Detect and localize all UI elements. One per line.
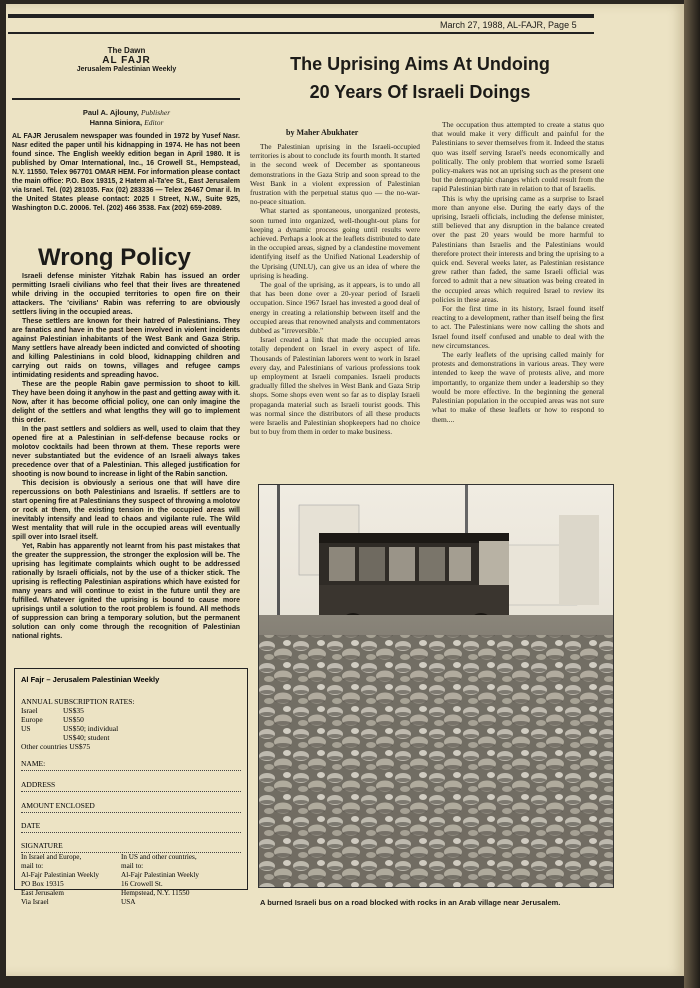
rate-region	[21, 733, 63, 742]
editorial-paragraph: These are the people Rabin gave permission to shoot to kill. They have been doing it anyhow in the past and getting away with it. Now, after it has become official policy, one can only imagine the delight of the settlers and what lengths they will go to implement this order.	[12, 381, 240, 424]
mail-address-line: Al-Fajr Palestinian Weekly	[121, 871, 199, 879]
mail-address-line: mail to:	[121, 862, 144, 870]
subscription-title: Al Fajr – Jerusalem Palestinian Weekly	[21, 675, 160, 684]
form-field-name[interactable]: NAME:	[21, 759, 241, 771]
form-field-address[interactable]: ADDRESS	[21, 780, 241, 792]
article-paragraph: What started as spontaneous, unorganized protests, soon turned into organized, well-thought-out plans for keeping a dynamic process going until results were achieved. Perhaps a look at the leaflets distributed to date in the occupied areas, signed by a clandestine movement identifying itself as the Unified National Leadership of the Uprising (UNLU), can give us an idea of where the uprising is heading.	[250, 206, 420, 280]
rate-price: US$50	[63, 715, 84, 724]
publisher-title: Publisher	[140, 108, 171, 117]
editorial-paragraph: Israeli defense minister Yitzhak Rabin has issued an order permitting Israeli civilians who feel that their lives are threatened while driving in the occupied territories to open fire on their attackers. The 'civilians' Rabin was referring to are obviously settlers living in the occupied areas.	[12, 273, 240, 316]
article-paragraph: The Palestinian uprising in the Israeli-occupied territories is about to conclude its fourth month. It started in the second week of December as spontaneous demonstrations in the Gaza Strip and soon spread to the West Bank in a violent expression of Palestinian frustration with the perpetual status quo — the no-war-no-peace situation.	[250, 142, 420, 207]
masthead	[14, 46, 239, 73]
mail-address-us	[121, 853, 241, 907]
rate-region: US	[21, 724, 31, 733]
editorial-title: Wrong Policy	[38, 244, 191, 271]
mail-address-line: USA	[121, 898, 136, 906]
headline-line-1: The Uprising Aims At Undoing	[290, 54, 550, 74]
rate-price: US$50; individual	[63, 724, 119, 733]
rate-region: Israel	[21, 706, 38, 715]
news-photo	[258, 484, 614, 888]
mail-address-line: In Israel and Europe,	[21, 853, 82, 861]
form-field-amount-enclosed[interactable]: AMOUNT ENCLOSED	[21, 801, 241, 813]
masthead-rule	[12, 98, 240, 100]
photo-building-far	[559, 515, 599, 605]
masthead-tagline: The Dawn	[107, 46, 146, 55]
editor-title: Editor	[144, 118, 164, 127]
photo-pole	[277, 485, 280, 625]
article-column-2	[432, 120, 604, 424]
form-field-date[interactable]: DATE	[21, 821, 241, 833]
rate-row	[21, 706, 135, 715]
mail-address-line: 16 Crowell St.	[121, 880, 163, 888]
article-paragraph: The goal of the uprising, as it appears, is to undo all that has been done over a 20-year period of Israeli occupation. Since 1967 Israel has invested a good deal of energy in creating a relationship between itself and the occupied areas that renowned analysts and commentators dubbed as "irreversible."	[250, 280, 420, 336]
editorial-paragraph: In the past settlers and soldiers as well, used to claim that they opened fire at a Palestinian in self-defense because rocks or molotov cocktails had been thrown at them. These reports were never substantiated but the evidence of an Israeli always takes precedence over that of a Palestinian. This alleged justification for shooting is now bound to increase in light of the Rabin sanction.	[12, 426, 240, 478]
mail-address-line: Via Israel	[21, 898, 49, 906]
article-paragraph: The early leaflets of the uprising called mainly for protests and demonstrations in various areas. They were intended to keep the wave of protests alive, and more importantly, to organize them under a leadership so they would be more effective. In the beginning the general Palestinian population in the occupied areas was not sure what to make of these leaflets or how to respond to them....	[432, 350, 604, 424]
date-line: March 27, 1988, AL-FAJR, Page 5	[440, 20, 577, 30]
photo-caption: A burned Israeli bus on a road blocked with rocks in an Arab village near Jerusalem.	[260, 898, 561, 907]
headline-line-2: 20 Years Of Israeli Doings	[309, 82, 531, 102]
article-paragraph: For the first time in its history, Israel found itself reacting to a development, rather than itself being the first to act. The Palestinians were now calling the shots and Israel found itself confused and unable to deal with the new circumstances.	[432, 304, 604, 350]
subscription-rates	[21, 697, 135, 751]
rate-row	[21, 724, 135, 733]
article-byline: by Maher Abukhater	[286, 128, 359, 137]
masthead-subtitle: Jerusalem Palestinian Weekly	[76, 66, 177, 73]
rates-heading: ANNUAL SUBSCRIPTION RATES:	[21, 697, 135, 706]
rate-price: US$40; student	[63, 733, 110, 742]
article-paragraph: Israel created a link that made the occupied areas totally dependent on Israel in every aspect of life. Thousands of Palestinian laborers went to work in Israel every day, and Palestinians of various professions took up employment at Israeli companies. Israeli products gradually filled the shelves in West Bank and Gaza Strip shops. Some shops even went so far as to display Israeli propaganda material such as Israeli tourist goods. This was normal since the distributors of all these products were Israelis and Palestinian shopkeepers had no choice but to buy from them in order to make business.	[250, 335, 420, 437]
mail-address-line: mail to:	[21, 862, 44, 870]
other-countries-rate: Other countries US$75	[21, 742, 91, 751]
mail-address-line: In US and other countries,	[121, 853, 197, 861]
article-paragraph: The occupation thus attempted to create a status quo that would make it very difficult and painful for the Palestinians to sever themselves from it. Indeed the status quo was itself serving Israel's needs economically and politically. The only problem that worried some Israeli policy-makers was not an uprising such as the present one but the demographic changes which could result from the rapid Palestinian birth rate in relation to that of Israelis.	[432, 120, 604, 194]
rate-region: Europe	[21, 715, 43, 724]
rate-row	[21, 733, 135, 742]
editorial-body	[12, 272, 240, 641]
article-paragraph: This is why the uprising came as a surprise to Israel more than anyone else. During the early days of the uprising, Israeli officials, including the defense minister, still believed that any disruption in the balance created over the past 20 years would be more harmful to Palestinians than Israelis and the Palestinians would therefore protect their interests and bring the uprising to a quick end. Several weeks later, as Palestinian resistance grew rather than faded, the same Israeli official was forced to admit that a new situation was being created in the occupied areas which required Israel to review its policies in these areas.	[432, 193, 604, 304]
mail-address-israel	[21, 853, 121, 907]
publisher-name: Paul A. Ajlouny,	[82, 108, 139, 117]
header-rule	[8, 32, 594, 34]
about-paragraph: AL FAJR Jerusalem newspaper was founded in 1972 by Yusef Nasr. Nasr edited the paper until his kidnapping in 1974. He has not been found since. The English weekly edition began in April 1980. It is published by Omar International, Inc., 16 Crowell St., Hempstead, N.Y. 11550. Telex 967701 OMAR HEM. For information please contact the main office: P.O. Box 19315, 2 Hatem al-Ta'ee St., East Jerusalem via Israel. Tel. (02) 281035. Fax (02) 283336 — Telex 26467 Omar il. In the United States please contact: 2025 I Street, N.W., Suite 925, Washington D.C. 20006. Tel. (202) 466 3538. Fax (202) 659-2089.	[12, 133, 240, 212]
mail-address-line: Hempstead, N.Y. 11550	[121, 889, 190, 897]
article-headline	[250, 50, 590, 106]
rate-row	[21, 715, 135, 724]
form-field-signature[interactable]: SIGNATURE	[21, 841, 241, 853]
subscription-box	[14, 668, 248, 906]
article-column-1	[250, 142, 420, 437]
editorial-paragraph: Yet, Rabin has apparently not learnt from his past mistakes that the greater the suppression, the stronger the explosion will be. The uprising has legitimate complaints which ought to be addressed rationally by Israeli officials, not by the use of a thicker stick. The uprising is reflecting Palestinian aspirations which have existed for many years and will continue to exist in the future until they are fulfilled. Whatever ignited the uprising is bound to cause more uprisings until a solution to the root problem is found. All methods of suppression can bring a temporary solution, but the permanent solution can only come through the recognition of Palestinian national rights.	[12, 543, 240, 640]
staff-box	[14, 108, 239, 128]
mail-address-line: Al-Fajr Palestinian Weekly	[21, 871, 99, 879]
book-binding	[684, 0, 700, 988]
editorial-paragraph: These settlers are known for their hatred of Palestinians. They are fanatics and have in the past been involved in violent incidents against Palestinian inhabitants of the West Bank and Gaza Strip. Many settlers have already been indicted and convicted of shooting and killing Palestinians in cold blood, kidnapping children and carrying out raids on towns, villages and refugee camps intimidating residents and spreading havoc.	[12, 318, 240, 379]
rate-price: US$35	[63, 706, 84, 715]
top-rule	[8, 14, 594, 18]
mail-address-line: PO Box 19315	[21, 880, 64, 888]
editor-name: Hanna Siniora,	[89, 118, 143, 127]
mail-address-line: East Jerusalem	[21, 889, 64, 897]
editorial-paragraph: This decision is obviously a serious one that will have dire repercussions on both Palestinians and Israelis. If settlers are to start opening fire at Palestinians they suspect of throwing a molotov or rock at them, the existing tension in the occupied areas will inevitably intensify and lead to chaos and vigilante rule. The Wild West mentality that will rule in the occupied areas will eventually spill over into Israel itself.	[12, 480, 240, 541]
masthead-name: AL FAJR	[102, 55, 151, 66]
